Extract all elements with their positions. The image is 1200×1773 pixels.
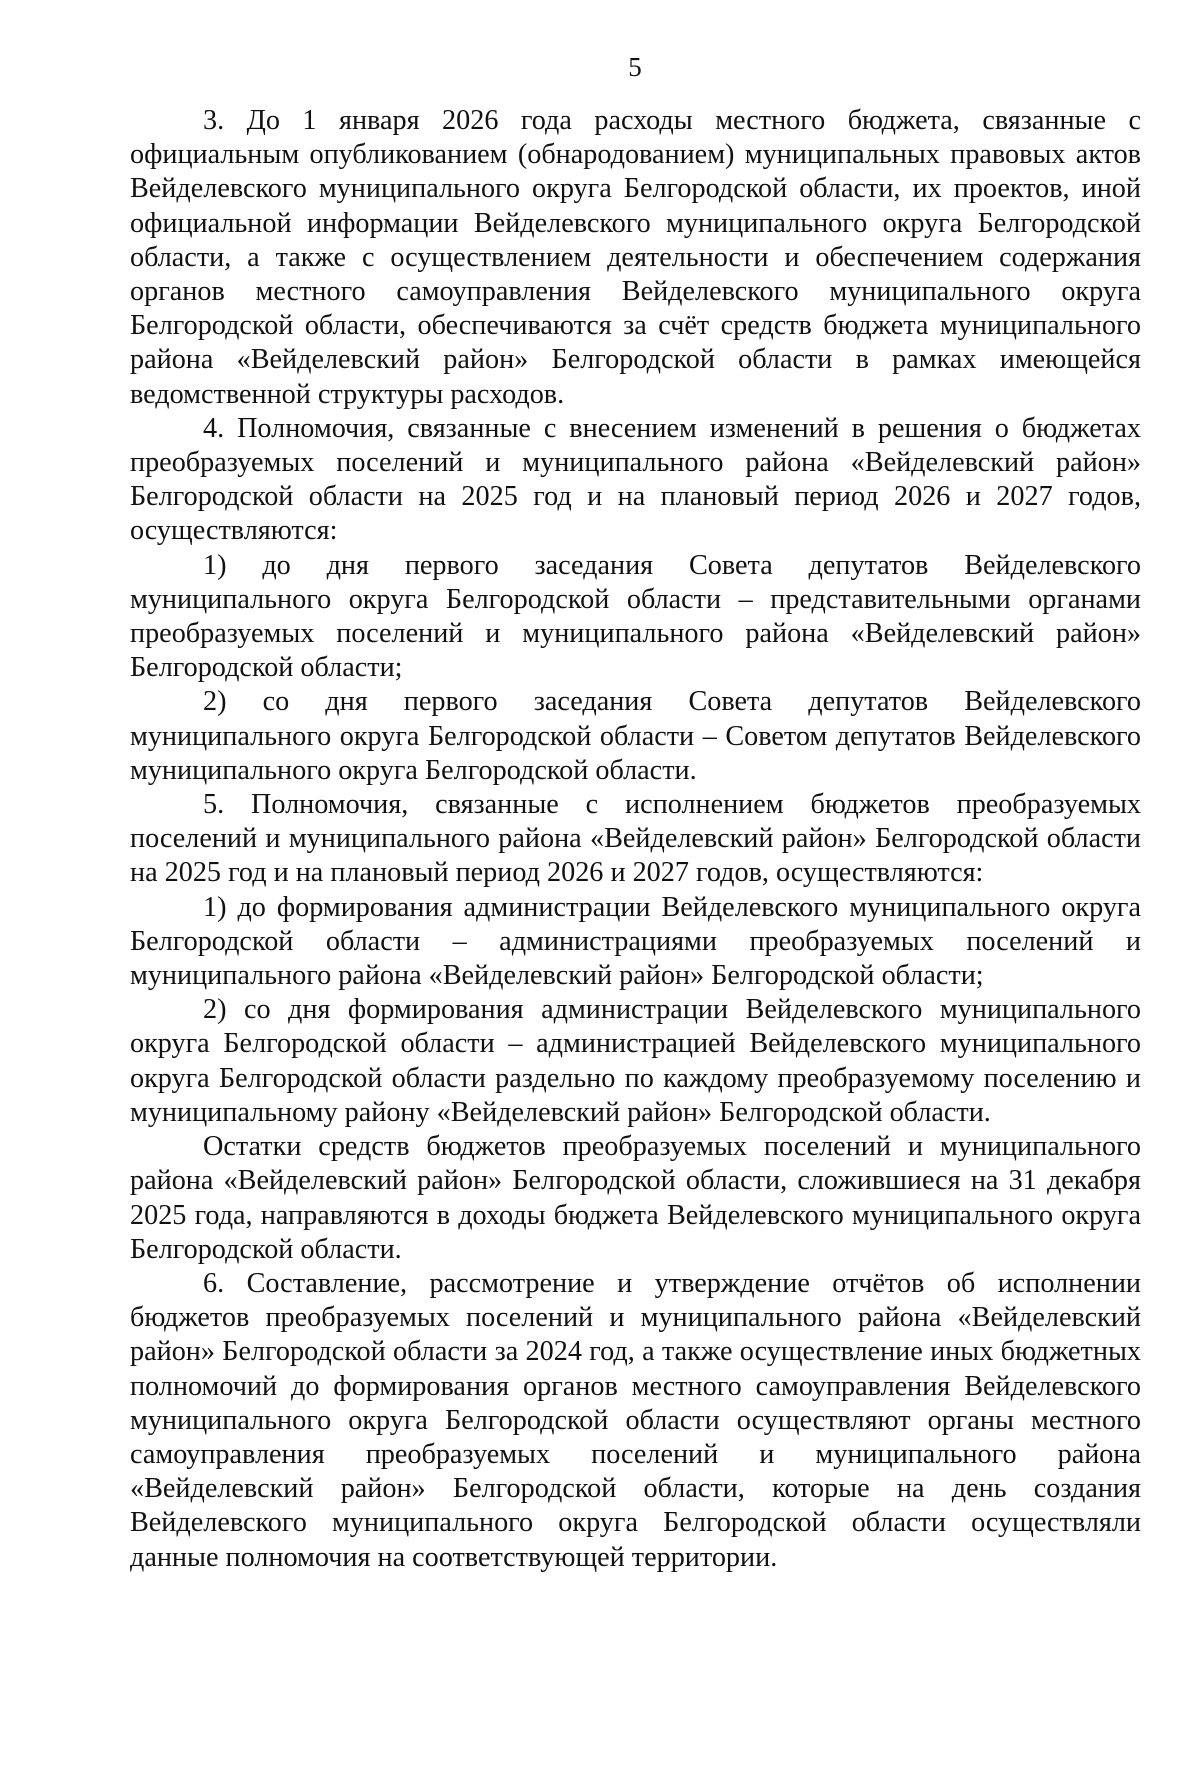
paragraph-item-6: 6. Составление, рассмотрение и утверждение отчётов об исполнении бюджетов преобразуемых поселений и муниципального района «Вейделевский район» Белгородской области за 2024 год, а также осуществление иных бюджетных полномочий до формирования органов местного самоуправления Вейделевского муниципального округа Белгородской области осуществляют органы местного самоуправления преобразуемых поселений и муниципального района «Вейделевский район» Белгородской области, которые на день создания Вейделевского муниципального округа Белгородской области осуществляли данные полномочия на соответствующей территории. [130,1267,1141,1573]
paragraph-item-5-subitem-1: 1) до формирования администрации Вейделевского муниципального округа Белгородской области – администрациями преобразуемых поселений и муниципального района «Вейделевский район» Белгородской области; [130,891,1141,992]
paragraph-item-4: 4. Полномочия, связанные с внесением изменений в решения о бюджетах преобразуемых поселений и муниципального района «Вейделевский район» Белгородской области на 2025 год и на плановый период 2026 и 2027 годов, осуществляются: [130,412,1141,547]
document-body [130,104,1141,1575]
paragraph-budget-balances: Остатки средств бюджетов преобразуемых поселений и муниципального района «Вейделевский район» Белгородской области, сложившиеся на 31 декабря 2025 года, направляются в доходы бюджета Вейделевского муниципального округа Белгородской области. [130,1131,1141,1265]
page-number: 5 [628,52,642,82]
paragraph-item-4-subitem-2: 2) со дня первого заседания Совета депутатов Вейделевского муниципального округа Белгородской области – Советом депутатов Вейделевского муниципального округа Белгородской области. [130,686,1141,786]
paragraph-item-5-subitem-2: 2) со дня формирования администрации Вейделевского муниципального округа Белгородской области – администрацией Вейделевского муниципального округа Белгородской области раздельно по каждому преобразуемому поселению и муниципальному району «Вейделевский район» Белгородской области. [130,994,1141,1128]
paragraph-item-5: 5. Полномочия, связанные с исполнением бюджетов преобразуемых поселений и муниципального района «Вейделевский район» Белгородской области на 2025 год и на плановый период 2026 и 2027 годов, осуществляются: [130,789,1141,889]
paragraph-item-3: 3. До 1 января 2026 года расходы местного бюджета, связанные с официальным опубликованием (обнародованием) муниципальных правовых актов Вейделевского муниципального округа Белгородской области, их проектов, иной официальной информации Вейделевского муниципального округа Белгородской области, а также с осуществлением деятельности и обеспечением содержания органов местного самоуправления Вейделевского муниципального округа Белгородской области, обеспечиваются за счёт средств бюджета муниципального района «Вейделевский район» Белгородской области в рамках имеющейся ведомственной структуры расходов. [130,105,1141,410]
paragraph-item-4-subitem-1: 1) до дня первого заседания Совета депутатов Вейделевского муниципального округа Белгородской области – представительными органами преобразуемых поселений и муниципального района «Вейделевский район» Белгородской области; [130,549,1141,684]
